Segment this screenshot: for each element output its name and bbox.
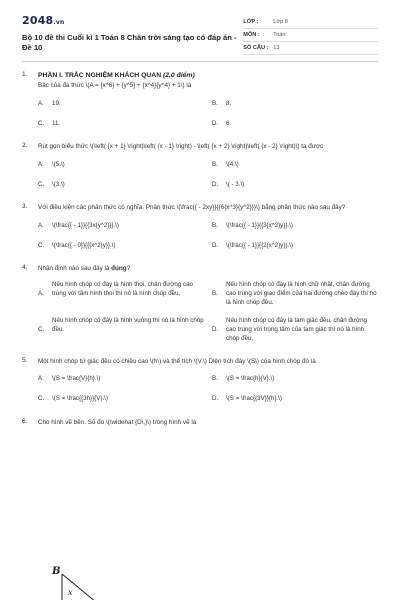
option-letter: D. [212, 180, 219, 188]
option-text: \(S = \frac{V}{h}.\) [52, 374, 101, 382]
option-d[interactable] [212, 316, 378, 344]
question-5 [22, 357, 378, 404]
option-a[interactable] [38, 374, 204, 383]
option-letter: D. [212, 395, 219, 403]
option-letter: B. [212, 160, 218, 168]
option-c[interactable] [38, 180, 204, 189]
option-letter: B. [212, 221, 218, 229]
option-letter: A. [38, 160, 44, 168]
answer-options [38, 160, 378, 190]
question-number: 6. [22, 417, 28, 425]
option-text: Nếu hình chóp có đáy là hình chữ nhật, chân đường cao trùng với giao điểm của hai đường chéo đáy thì nó là hình chóp đều. [226, 280, 377, 307]
option-c[interactable] [38, 316, 204, 344]
triangle-figure [48, 562, 168, 600]
option-text: \(S = \frac{{3h}}{V}.\) [52, 395, 108, 403]
option-a[interactable] [38, 160, 204, 169]
option-text: \(\frac{{ - 1}}{{3{x^2}y}}.\) [226, 221, 293, 229]
option-letter: C. [38, 119, 45, 127]
question-4 [22, 264, 378, 343]
option-text: 11. [52, 119, 61, 127]
option-d[interactable] [212, 180, 378, 189]
option-b[interactable] [212, 280, 378, 308]
meta-row-grade [243, 16, 378, 29]
question-text-after: ? [126, 265, 131, 273]
meta-label: MÔN : [243, 32, 260, 38]
answer-options [38, 99, 378, 129]
option-letter: B. [212, 99, 218, 107]
question-number: 5. [22, 356, 28, 364]
exam-meta [243, 16, 378, 55]
option-letter: A. [38, 99, 44, 107]
question-number: 3. [22, 203, 28, 211]
option-b[interactable] [212, 160, 378, 169]
figure-angle-label: x [68, 588, 73, 597]
option-text: \(3.\) [52, 180, 65, 188]
question-text-emphasis: đúng [111, 265, 127, 273]
option-c[interactable] [38, 241, 204, 250]
option-letter: C. [38, 241, 45, 249]
question-number: 2. [22, 142, 28, 150]
option-letter: A. [38, 290, 44, 298]
option-letter: B. [212, 374, 218, 382]
exam-title: Bộ 10 đề thi Cuối kì 1 Toán 8 Chân trời sáng tạo có đáp án - Đề 10 [22, 33, 237, 53]
meta-label: SỐ CÂU : [243, 45, 269, 51]
option-text: \( - 3.\) [226, 180, 245, 188]
option-text: Nếu hình chóp có đáy là tam giác đều, chân đường cao trùng với trọng tâm của tam giác thì nó là hình chóp đều. [226, 316, 367, 343]
meta-label: LỚP : [243, 19, 259, 25]
meta-value: Lớp 8 [273, 19, 288, 25]
option-letter: B. [212, 290, 218, 298]
option-a[interactable] [38, 221, 204, 230]
question-text-before: Nhận định nào sau đây là [38, 265, 112, 273]
option-letter: D. [212, 119, 219, 127]
option-a[interactable] [38, 99, 204, 108]
question-text: Một hình chóp tứ giác đều có chiều cao \(h\) và thể tích \(V.\) Diện tích đáy \(S\) của hình chóp đó là [38, 357, 316, 365]
option-text: \(\frac{{ - 1}}{{2{x^2}y}}.\) [226, 241, 293, 249]
question-text: Với điều kiện các phân thức có nghĩa. Phân thức \(\frac{{ - 2xy}}{{6{x^3}{y^2}}}\) bằng phân thức nào sau đây? [38, 204, 346, 212]
option-a[interactable] [38, 280, 204, 308]
option-text: \(5.\) [52, 160, 65, 168]
option-text: Nếu hình chóp có đáy là hình vuông thì nó là hình chóp đều. [52, 316, 204, 333]
meta-row-count [243, 42, 378, 55]
question-text: Bậc của đa thức \(A = {x^6} + {y^5} + {x^4}{y^4} + 1\) là [38, 82, 192, 90]
answer-options [38, 280, 378, 344]
question-text: Rút gọn biểu thức \(\left( {x + 1} \right)\left( {x - 1} \right) - \left( {x + 2} \right)\left( {x - 2} \right)\) ta được [38, 143, 324, 151]
meta-value: 13 [273, 45, 280, 51]
option-text: \(\frac{{ - 1}}{{3x{y^2}}}.\) [52, 221, 119, 229]
logo-main: 2048 [22, 14, 54, 27]
question-text [38, 264, 378, 273]
question-number: 1. [22, 71, 28, 78]
logo-suffix: .vn [53, 19, 65, 26]
answer-options [38, 221, 378, 251]
section-name: PHẦN I. TRẮC NGHIỆM KHÁCH QUAN [38, 72, 162, 79]
option-letter: D. [212, 241, 219, 249]
question-number: 4. [22, 264, 28, 272]
option-letter: C. [38, 325, 45, 333]
figure-vertex-label: B [52, 566, 61, 577]
option-b[interactable] [212, 374, 378, 383]
option-b[interactable] [212, 99, 378, 108]
option-letter: A. [38, 221, 44, 229]
question-text: Cho hình vẽ bên. Số đo \(\widehat {D\,}\) trong hình vẽ là [38, 418, 197, 426]
question-6 [22, 418, 378, 427]
option-text: Nếu hình chóp có đáy là hình thoi, chân đường cao trùng với tâm hình thoi thì nó là hình chóp đều. [52, 280, 193, 298]
question-3 [22, 203, 378, 250]
option-d[interactable] [212, 394, 378, 403]
site-logo[interactable] [22, 14, 243, 27]
option-text: 19. [52, 99, 61, 107]
option-text: \(S = \frac{h}{V}.\) [226, 374, 275, 382]
option-text: \(\frac{{ - 0}}{{{x^2}y}}.\) [52, 241, 116, 249]
option-letter: C. [38, 180, 45, 188]
exam-header [22, 14, 378, 55]
header-left [22, 14, 243, 55]
option-d[interactable] [212, 241, 378, 250]
option-text: \(4.\) [226, 160, 239, 168]
option-text: 6. [226, 119, 232, 127]
option-c[interactable] [38, 394, 204, 403]
answer-options [38, 374, 378, 404]
option-text: \(S = \frac{{3V}}{h}.\) [226, 395, 282, 403]
option-c[interactable] [38, 119, 204, 128]
option-b[interactable] [212, 221, 378, 230]
section-points: (2,0 điểm) [163, 72, 195, 79]
option-text: 8. [226, 99, 232, 107]
question-2 [22, 142, 378, 189]
header-divider [22, 61, 378, 62]
option-letter: C. [38, 395, 45, 403]
question-1 [22, 71, 378, 128]
section-title [38, 71, 378, 81]
meta-value: Toán [273, 32, 286, 38]
option-d[interactable] [212, 119, 378, 128]
meta-row-subject [243, 29, 378, 42]
option-letter: A. [38, 374, 44, 382]
option-letter: D. [212, 325, 219, 333]
